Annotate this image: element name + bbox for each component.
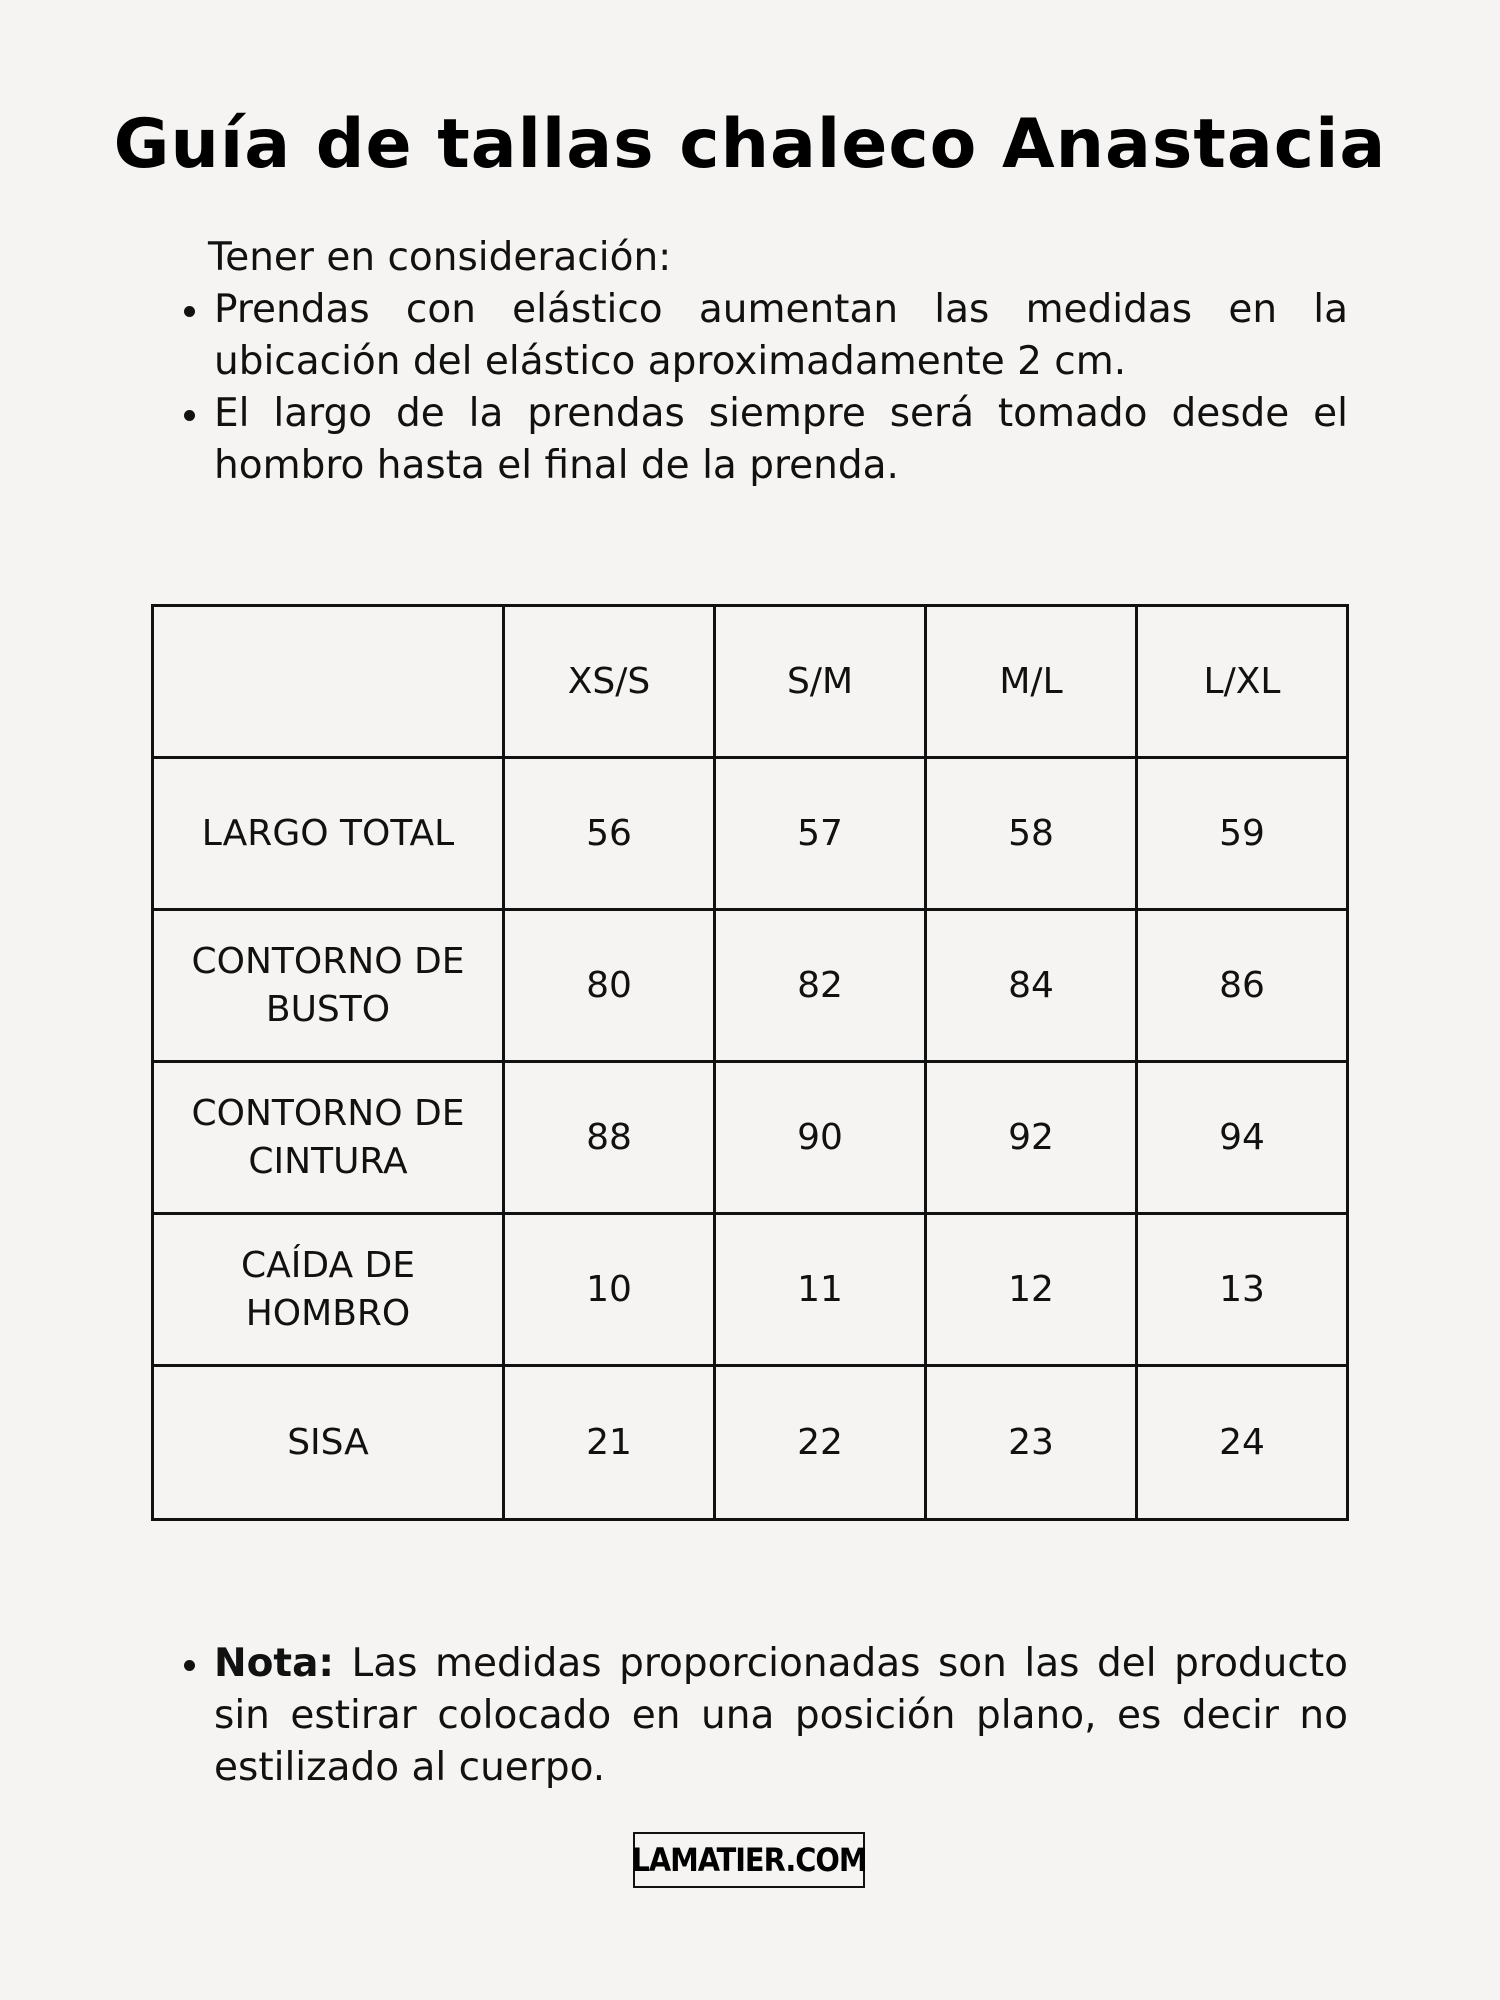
website-badge: LAMATIER.COM [633,1832,865,1888]
row-label: CONTORNO DE BUSTO [153,910,504,1062]
header-cell-empty [153,606,504,758]
footer-note-list [214,1638,1348,1794]
table-cell: 59 [1137,758,1348,910]
intro-text: Tener en consideración: [208,235,672,280]
note-label: Nota: [214,1641,334,1686]
notes-list [214,284,1348,492]
size-table [151,604,1349,1521]
table-cell: 21 [504,1366,715,1520]
note-item: Prendas con elástico aumentan las medidas en la ubicación del elástico aproximadamente 2 cm. [214,284,1348,388]
table-cell: 80 [504,910,715,1062]
header-cell-size: L/XL [1137,606,1348,758]
table-cell: 86 [1137,910,1348,1062]
table-row [153,1366,1348,1520]
table-row [153,1214,1348,1366]
table-cell: 13 [1137,1214,1348,1366]
table-cell: 57 [715,758,926,910]
table-row [153,910,1348,1062]
table-cell: 11 [715,1214,926,1366]
header-cell-size: M/L [926,606,1137,758]
table-row [153,758,1348,910]
table-cell: 82 [715,910,926,1062]
table-cell: 22 [715,1366,926,1520]
table-cell: 10 [504,1214,715,1366]
table-cell: 90 [715,1062,926,1214]
table-cell: 23 [926,1366,1137,1520]
note-item: El largo de la prendas siempre será tomado desde el hombro hasta el final de la prenda. [214,388,1348,492]
header-cell-size: XS/S [504,606,715,758]
header-cell-size: S/M [715,606,926,758]
row-label: CAÍDA DE HOMBRO [153,1214,504,1366]
table-cell: 84 [926,910,1137,1062]
table-cell: 58 [926,758,1137,910]
row-label: LARGO TOTAL [153,758,504,910]
table-cell: 94 [1137,1062,1348,1214]
table-cell: 92 [926,1062,1137,1214]
row-label: CONTORNO DE CINTURA [153,1062,504,1214]
table-cell: 24 [1137,1366,1348,1520]
table-header-row [153,606,1348,758]
note-text: Las medidas proporcionadas son las del producto sin estirar colocado en una posición plano, es decir no estilizado al cuerpo. [214,1641,1348,1790]
page-title: Guía de tallas chaleco Anastacia [113,105,1387,184]
table-cell: 56 [504,758,715,910]
table-row [153,1062,1348,1214]
table-cell: 88 [504,1062,715,1214]
table-cell: 12 [926,1214,1137,1366]
row-label: SISA [153,1366,504,1520]
footer-note [214,1638,1348,1794]
